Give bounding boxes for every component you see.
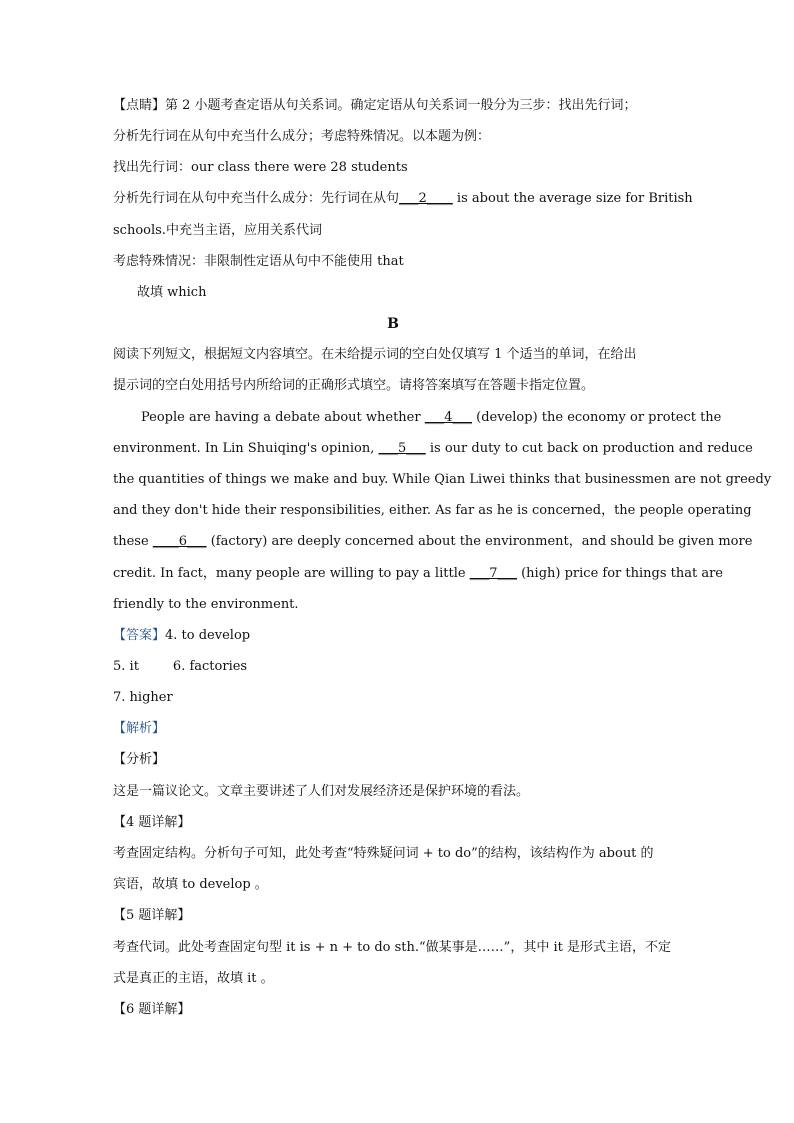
passage-line-2: [113, 439, 753, 459]
q5-line-2: 式是真正的主语，故填 it 。: [113, 971, 274, 986]
fenxi-tag: 【分析】: [113, 752, 166, 767]
dianjing-line-2: 分析先行词在从句中充当什么成分；考虑特殊情况。以本题为例：: [113, 129, 491, 144]
passage-line-5: [113, 532, 752, 552]
passage-text: (high) price for things that are: [516, 566, 724, 581]
answer-tag: 【答案】: [113, 628, 166, 643]
answer-line-2: [113, 657, 247, 677]
passage-line-4: and they don't hide their responsibilities, either. As far as he is concerned，the people operating: [113, 503, 752, 518]
q5-tag: 【5 题详解】: [113, 908, 191, 923]
dianjing-text-1: 第 2 小题考查定语从句关系词。确定定语从句关系词一般分为三步：找出先行词；: [165, 98, 637, 113]
dianjing-line-1: [113, 96, 637, 116]
dianjing-tag: 【点睛】: [113, 98, 166, 113]
q4-line-1: 考查固定结构。分析句子可知，此处考查“特殊疑问词 + to do”的结构，该结构作为 about 的: [113, 846, 654, 861]
passage-line-1: [141, 408, 721, 428]
dianjing-line-3: 找出先行词：our class there were 28 students: [113, 160, 408, 175]
instruction-line-2: 提示词的空白处用括号内所给词的正确形式填空。请将答案填写在答题卡指定位置。: [113, 378, 595, 393]
passage-text: People are having a debate about whether: [141, 410, 425, 425]
jiexi-tag: 【解析】: [113, 721, 166, 736]
answer-4: 4. to develop: [165, 628, 251, 643]
answer-5: 5. it: [113, 659, 139, 674]
answer-7: 7. higher: [113, 690, 173, 705]
instruction-line-1: 阅读下列短文，根据短文内容填空。在未给提示词的空白处仅填写 1 个适当的单词，在给出: [113, 347, 637, 362]
passage-line-3: the quantities of things we make and buy. While Qian Liwei thinks that businessmen are not greedy: [113, 472, 772, 487]
q4-tag: 【4 题详解】: [113, 815, 191, 830]
passage-text: these: [113, 534, 153, 549]
passage-text: credit. In fact，many people are willing to pay a little: [113, 566, 470, 581]
dianjing-line-5: schools.中充当主语，应用关系代词: [113, 223, 322, 238]
passage-text: environment. In Lin Shuiqing's opinion,: [113, 441, 379, 456]
answer-line-1: [113, 626, 250, 646]
blank-7: ___7___: [469, 566, 517, 581]
blank-4: ___4___: [424, 410, 472, 425]
q6-tag: 【6 题详解】: [113, 1002, 191, 1017]
blank-6: ____6___: [152, 534, 207, 549]
answer-6: 6. factories: [172, 659, 248, 674]
passage-text: (develop) the economy or protect the: [472, 410, 722, 425]
dianjing-line-6: 考虑特殊情况：非限制性定语从句中不能使用 that: [113, 254, 404, 269]
passage-line-6: [113, 564, 723, 584]
passage-text: (factory) are deeply concerned about the environment，and should be given more: [206, 534, 753, 549]
dianjing-line-4: [113, 189, 693, 209]
q5-line-1: 考查代词。此处考查固定句型 it is + n + to do sth.“做某事是……”，其中 it 是形式主语，不定: [113, 940, 671, 955]
passage-text: is our duty to cut back on production and reduce: [425, 441, 753, 456]
dianjing-line4-pre: 分析先行词在从句中充当什么成分：先行词在从句: [113, 191, 400, 206]
passage-line-7: friendly to the environment.: [113, 597, 299, 612]
analysis-summary: 这是一篇议论文。文章主要讲述了人们对发展经济还是保护环境的看法。: [113, 784, 530, 799]
section-heading: B: [387, 316, 399, 332]
blank-2: ___2____: [399, 191, 453, 206]
dianjing-line-7: 故填 which: [137, 285, 207, 300]
blank-5: ___5___: [378, 441, 426, 456]
dianjing-line4-post: is about the average size for British: [452, 191, 693, 206]
q4-line-2: 宾语，故填 to develop 。: [113, 877, 268, 892]
